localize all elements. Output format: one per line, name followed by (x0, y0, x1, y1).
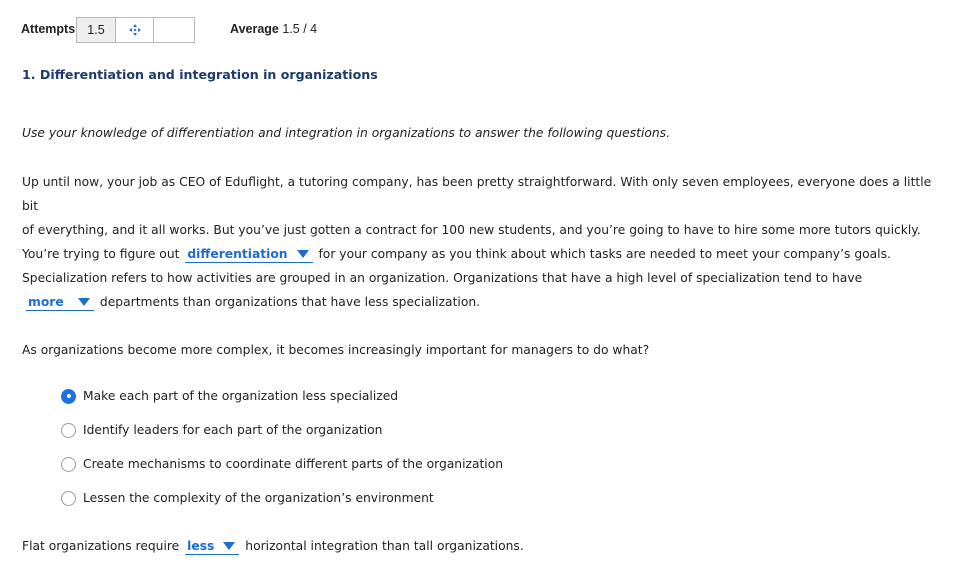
dropdown-value: less (187, 539, 215, 553)
paragraph-text: You’re trying to figure out (22, 247, 180, 261)
average-display (230, 22, 317, 36)
average-label: Average (230, 22, 279, 36)
answer-option-2[interactable] (61, 413, 503, 447)
integration-dropdown[interactable] (185, 538, 239, 555)
dropdown-value: differentiation (187, 247, 288, 261)
option-label: Identify leaders for each part of the organization (83, 423, 383, 437)
paragraph-text: for your company as you think about which tasks are needed to meet your company’s goals. (318, 247, 891, 261)
question-prompt: As organizations become more complex, it becomes increasingly important for managers to do what? (22, 343, 650, 357)
chevron-down-icon (78, 298, 90, 306)
option-label: Lessen the complexity of the organization’s environment (83, 491, 434, 505)
attempts-box (76, 17, 195, 43)
answer-option-4[interactable] (61, 481, 503, 515)
paragraph-specialization (22, 266, 942, 314)
question-title: 1. Differentiation and integration in organizations (22, 67, 378, 82)
average-value: 1.5 / 4 (282, 22, 318, 36)
paragraph-eduflight (22, 170, 942, 266)
radio-selected-icon[interactable] (61, 389, 76, 404)
attempts-empty-cell (154, 18, 194, 42)
radio-icon[interactable] (61, 423, 76, 438)
answer-option-1[interactable] (61, 379, 503, 413)
paragraph-line (22, 290, 942, 314)
question-instructions: Use your knowledge of differentiation and integration in organizations to answer the following questions. (22, 126, 670, 140)
move-arrows-icon[interactable] (116, 18, 154, 42)
paragraph-text: Flat organizations require (22, 539, 180, 553)
radio-icon[interactable] (61, 491, 76, 506)
answer-option-3[interactable] (61, 447, 503, 481)
paragraph-line: of everything, and it all works. But you’ve just gotten a contract for 100 new students, and you’re going to have to hire some more tutors quickly. (22, 223, 921, 237)
radio-icon[interactable] (61, 457, 76, 472)
dropdown-value: more (28, 295, 64, 309)
paragraph-line: Specialization refers to how activities are grouped in an organization. Organizations that have a high level of specialization tend to have (22, 271, 863, 285)
paragraph-text: departments than organizations that have less specialization. (99, 295, 481, 309)
answer-options (61, 379, 503, 515)
chevron-down-icon (297, 250, 309, 258)
option-label: Create mechanisms to coordinate different parts of the organization (83, 457, 504, 471)
attempts-label: Attempts (21, 22, 76, 36)
paragraph-flat-organizations (22, 534, 524, 558)
specialization-dropdown[interactable] (26, 294, 94, 311)
differentiation-dropdown[interactable] (185, 246, 312, 263)
paragraph-line (22, 242, 942, 266)
option-label: Make each part of the organization less specialized (83, 389, 399, 403)
attempts-value: 1.5 (77, 18, 116, 42)
move-arrows-svg (129, 24, 141, 36)
paragraph-line: Up until now, your job as CEO of Eduflight, a tutoring company, has been pretty straightforward. With only seven employees, everyone does a little bit (22, 175, 932, 213)
paragraph-text: horizontal integration than tall organizations. (245, 539, 524, 553)
chevron-down-icon (223, 542, 235, 550)
